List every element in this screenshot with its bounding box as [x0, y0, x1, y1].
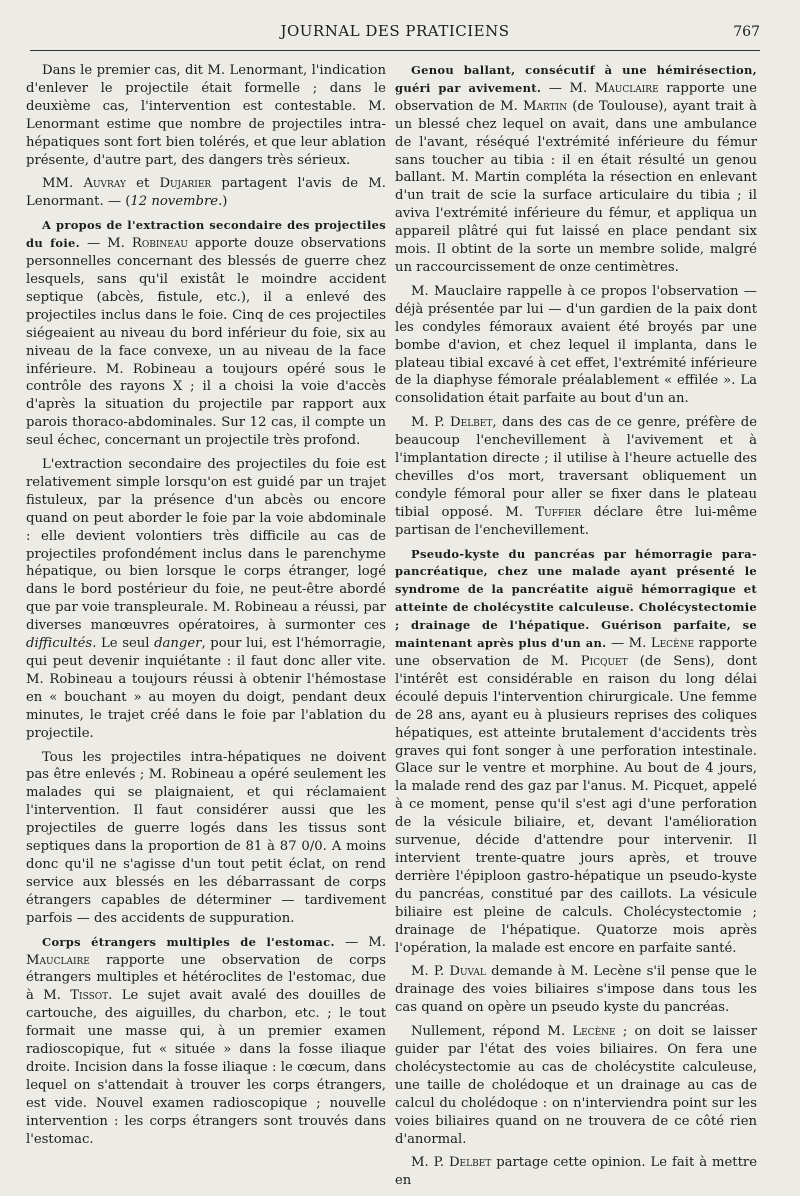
paragraph: [395, 1023, 757, 1148]
paragraph-text: Tous les projectiles intra-hépatiques ne doivent pas être enlevés ; M. Robineau a opéré seulement les malades qui se plaignaient, et qui réclamaient l'intervention. Il faut considérer aussi que les projectiles de guerre logés dans les tissus sont septiques dans la proportion de 81 à 87 0/0. A moins donc qu'il ne s'agisse d'un tout petit éclat, on rend service aux blessés en les débarrassant de corps étrangers capables de déterminer — tardivement parfois — des accidents de suppuration.: [26, 749, 386, 926]
text: déclare être lui-même partisan de l'enchevillement.: [395, 504, 757, 538]
section-title: Corps étrangers multiples de l'estomac.: [42, 934, 335, 949]
text: rapporte une observation de M.: [395, 636, 757, 669]
text: — M.: [79, 236, 132, 252]
text: Nullement, répond M.: [411, 1024, 573, 1040]
section-title: A propos de l'extraction secondaire des projectiles du foie.: [26, 218, 386, 251]
paragraph: [26, 456, 386, 743]
author-name: Mauclaire: [594, 80, 659, 96]
author-name: Picquet: [580, 654, 628, 669]
author-name: Lecène: [572, 1024, 616, 1040]
session-date: 12 novembre.: [130, 194, 223, 210]
running-title: JOURNAL DES PRATICIENS: [280, 22, 510, 40]
author-name: Martin: [523, 98, 568, 114]
page-number: 767: [733, 24, 760, 40]
right-column: [395, 62, 757, 1196]
text: — M.: [541, 80, 595, 96]
text: . Le seul: [92, 636, 155, 652]
author-name: Robineau: [131, 236, 188, 252]
text: ): [222, 194, 228, 210]
author-name: Tuffier: [535, 504, 582, 520]
author-name: Delbet: [450, 415, 493, 431]
author-name: Mauclaire: [26, 952, 90, 968]
text: et: [125, 176, 160, 192]
text: , pour lui, est l'hémorragie, qui peut devenir inquiétante : il faut donc aller vite. M. Robineau a toujours réussi à obtenir l'hémostase en « bouchant » au moyen du doigt, pendant deux minutes, le trajet créé dans le foie par l'ablation du projectile.: [26, 636, 386, 741]
text: M. P.: [411, 415, 451, 431]
paragraph: [395, 283, 757, 408]
text: ; on doit se laisser guider par l'état des voies biliaires. On fera une cholécystectomie au cas de cholécystite calculeuse, une taille de cholédoque et un drainage au cas de calcul du cholédoque : on n'interviendra point sur les voies biliaires quand on ne trouvera de ce côté rien d'anormal.: [395, 1024, 757, 1147]
author-name: Dujarier: [159, 176, 212, 192]
header-rule: [30, 50, 760, 51]
author-name: Tissot: [70, 988, 109, 1004]
emphasis: difficultés: [26, 636, 93, 652]
text: M. P.: [411, 1155, 449, 1171]
paragraph: [26, 62, 386, 169]
text: (de Sens), dont l'intérêt est considérable en raison du long délai écoulé depuis l'intervention chirurgicale. Une femme de 28 ans, ayant eu à plusieurs reprises des coliques hépatiques, est atteinte brutalement d'accidents très graves qui font songer à une perforation intestinale. Glace sur le ventre et morphine. Au bout de 4 jours, la malade rend des gaz par l'anus. M. Picquet, appelé à ce moment, pense qu'il s'est agi d'une perforation de la vésicule biliaire, et, devant l'amélioration survenue, décide d'attendre pour intervenir. Il intervient trente-quatre jours après, et trouve derrière l'épiploon gastro-hépatique un pseudo-kyste du pancréas, constitué par des caillots. La vésicule biliaire est pleine de calculs. Cholécystectomie ; drainage de l'hépatique. Quatorze mois après l'opération, la malade est encore en parfaite santé.: [395, 654, 758, 956]
left-column: [26, 62, 386, 1154]
text: M. P.: [411, 964, 450, 980]
text: . Le sujet avait avalé des douilles de cartouche, des aiguilles, du charbon, etc. ; le tout formait une masse qui, à un premier examen radioscopique, fut « située » dans la fosse iliaque droite. Incision dans la fosse iliaque : le cœcum, dans lequel on s'attendait à trouver les corps étrangers, est vide. Nouvel examen radioscopique ; nouvelle intervention : les corps étrangers sont trouvés dans l'estomac.: [26, 988, 386, 1147]
paragraph: [395, 414, 757, 539]
text: — M.: [334, 934, 386, 950]
text: rapporte une observation de M.: [395, 80, 757, 114]
paragraph-text: Dans le premier cas, dit M. Lenormant, l'indication d'enlever le projectile était formelle ; dans le deuxième cas, l'intervention est contestable. M. Lenormant estime que nombre de projectiles intra-hépatiques sont fort bien tolérés, et que leur ablation présente, d'autre part, des dangers très sérieux.: [26, 63, 386, 168]
text: rapporte une observation de corps étrangers multiples et hétéroclites de l'estomac, due à M.: [26, 952, 386, 1004]
paragraph: [395, 963, 757, 1017]
section-title: Pseudo-kyste du pancréas par hémorragie para-pancréatique, chez une malade ayant présenté le syndrome de la pancréatite aiguë hémorragique et atteinte de cholécystite calculeuse. Cholécystectomie ; drainage de l'hépatique. Guérison parfaite, se maintenant après plus d'un an.: [395, 546, 757, 651]
text: , dans des cas de ce genre, préfère de beaucoup l'enchevillement à l'avivement et à l'implantation directe ; il utilise à l'heure actuelle des chevilles d'os mort, traversant obliquement un condyle fémoral pour aller se fixer dans le plateau tibial opposé. M.: [395, 415, 757, 520]
author-name: Lecène: [650, 636, 695, 652]
section: [26, 934, 386, 1149]
paragraph: [26, 749, 386, 928]
author-name: Auvray: [83, 176, 126, 192]
author-name: Delbet: [448, 1155, 492, 1171]
paragraph: [395, 1154, 757, 1190]
author-name: Duval: [449, 964, 486, 980]
section: [395, 546, 757, 958]
text: MM.: [42, 176, 84, 192]
section: [26, 217, 386, 450]
section: [395, 62, 757, 277]
text: apporte douze observations personnelles concernant des blessés de guerre chez lesquels, sans qu'il existât le moindre accident septique (abcès, fistule, etc.), il a enlevé des projectiles inclus dans le foie. Cinq de ces projectiles siégeaient au niveau du bord inférieur du foie, six au niveau de la face convexe, un au niveau de la face inférieure. M. Robineau a toujours opéré sous le contrôle des rayons X ; il a choisi la voie d'accès d'après la situation du projectile par rapport aux parois thoraco-abdominales. Sur 12 cas, il compte un seul échec, concernant un projectile très profond.: [26, 236, 386, 449]
text: demande à M. Lecène s'il pense que le drainage des voies biliaires s'impose dans tous les cas quand on opère un pseudo kyste du pancréas.: [395, 964, 757, 1016]
section-title: Genou ballant, consécutif à une hémirésection, guéri par avivement.: [395, 63, 757, 95]
page-header: [30, 22, 760, 48]
text: partagent l'avis de M. Lenormant. — (: [26, 176, 386, 210]
text: — M.: [606, 636, 651, 652]
paragraph: [26, 175, 386, 211]
paragraph-text: M. Mauclaire rappelle à ce propos l'observation — déjà présentée par lui — d'un gardien de la paix dont les condyles fémoraux avaient été broyés par une bombe d'avion, et chez lequel il implanta, dans le plateau tibial excavé à cet effet, l'extrémité inférieure de la diaphyse fémorale préalablement « effilée ». La consolidation était parfaite au bout d'un an.: [395, 283, 757, 407]
text: L'extraction secondaire des projectiles du foie est relativement simple lorsqu'on est guidé par un trajet fistuleux, par la présence d'un abcès ou encore quand on peut aborder le foie par la voie abdominale : elle devient volontiers très difficile au cas de projectiles profondément inclus dans le parenchyme hépatique, ou bien lorsque le corps étranger, logé dans le bord postérieur du foie, ne peut-être abordé que par voie transpleurale. M. Robineau a réussi, par diverses manœuvres opératoires, à surmonter ces: [26, 457, 386, 634]
emphasis: danger: [154, 636, 202, 652]
text: partage cette opinion. Le fait à mettre en: [395, 1155, 757, 1189]
text: (de Toulouse), ayant trait à un blessé chez lequel on avait, dans une ambulance de l'avant, réséqué l'extrémité inférieure du fémur sans toucher au tibia : il en était résulté un genou ballant. M. Martin compléta la résection en enlevant d'un trait de scie la surface articulaire du tibia ; il aviva l'extrémité inférieure du fémur, et appliqua un appareil plâtré qui fut laissé en place pendant six mois. Il obtint de la sorte un membre solide, malgré un raccourcissement de onze centimètres.: [395, 98, 757, 275]
